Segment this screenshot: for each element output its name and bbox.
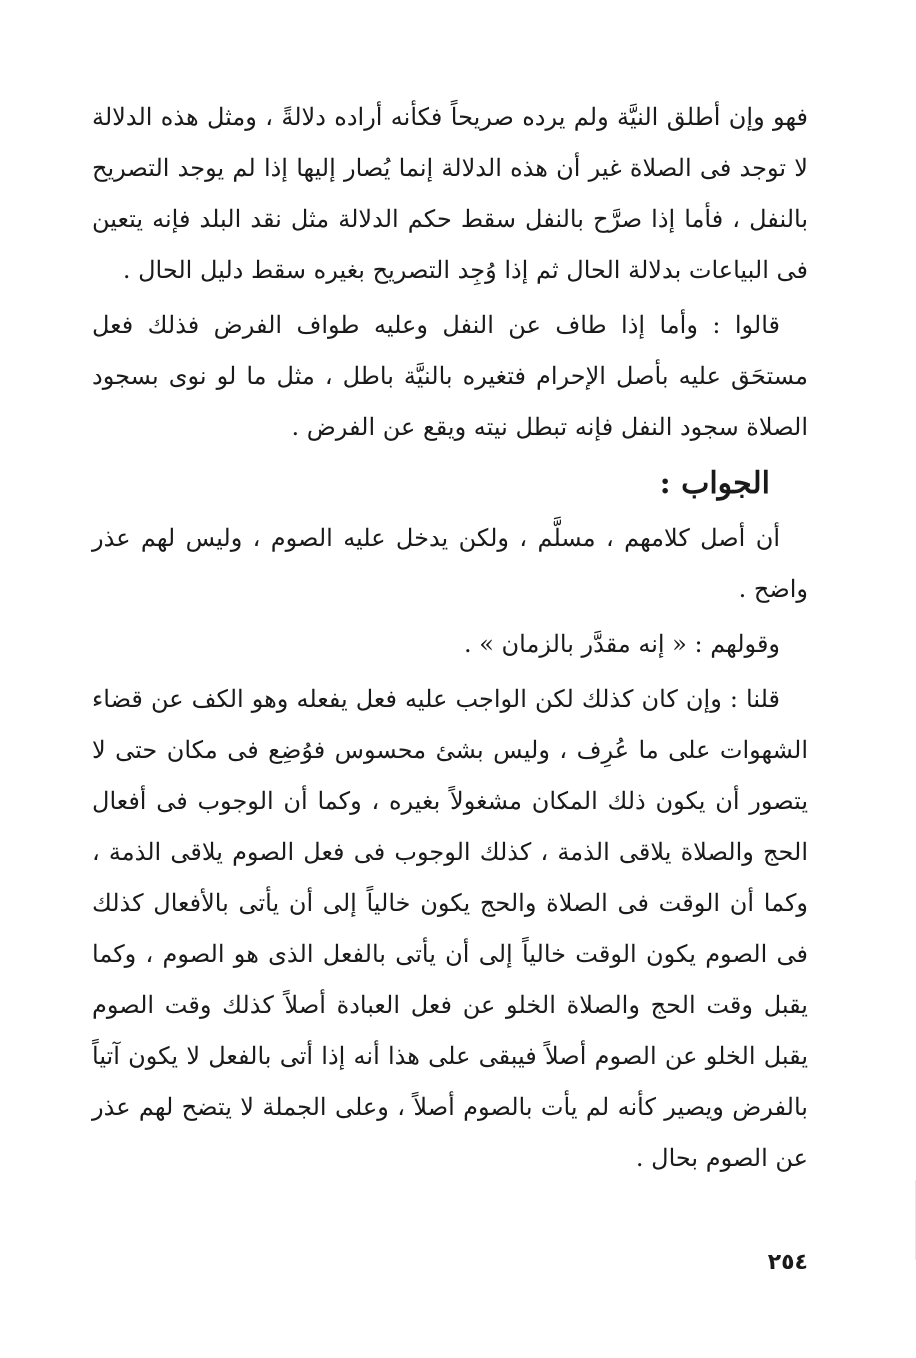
- paragraph-quote: وقولهم : « إنه مقدَّر بالزمان » .: [463, 630, 780, 658]
- paragraph-objection-tawaf: قالوا : وأما إذا طاف عن النفل وعليه طواف الفرض فذلك فعل مستحَق عليه بأصل الإحرام فتغيره بالنيَّة باطل ، مثل ما لو نوى بسجود الصلاة سجود النفل فإنه تبطل نيته ويقع عن الفرض .: [92, 311, 808, 441]
- paragraph-answer: أن أصل كلامهم ، مسلَّم ، ولكن يدخل عليه الصوم ، وليس لهم عذر واضح .: [92, 524, 808, 603]
- page-body: [92, 92, 808, 1184]
- page-number: ٢٥٤: [767, 1250, 808, 1275]
- section-heading-answer: الجواب :: [659, 466, 770, 501]
- paragraph-intention: فهو وإن أطلق النيَّة ولم يرده صريحاً فكأنه أراده دلالةً ، ومثل هذه الدلالة لا توجد فى الصلاة غير أن هذه الدلالة إنما يُصار إليها إذا لم يوجد التصريح بالنفل ، فأما إذا صرَّح بالنفل سقط حكم الدلالة مثل نقد البلد فإنه يتعين فى البياعات بدلالة الحال ثم إذا وُجِد التصريح بغيره سقط دليل الحال .: [92, 103, 808, 284]
- paragraph-reply: قلنا : وإن كان كذلك لكن الواجب عليه فعل يفعله وهو الكف عن قضاء الشهوات على ما عُرِف ، وليس بشئ محسوس فوُضِع فى مكان حتى لا يتصور أن يكون ذلك المكان مشغولاً بغيره ، وكما أن الوجوب فى أفعال الحج والصلاة يلاقى الذمة ، كذلك الوجوب فى فعل الصوم يلاقى الذمة ، وكما أن الوقت فى الصلاة والحج يكون خالياً إلى أن يأتى بالأفعال كذلك فى الصوم يكون الوقت خالياً إلى أن يأتى بالفعل الذى هو الصوم ، وكما يقبل وقت الحج والصلاة الخلو عن فعل العبادة أصلاً كذلك وقت الصوم يقبل الخلو عن الصوم أصلاً فيبقى على هذا أنه إذا أتى بالفعل لا يكون آتياً بالفرض ويصير كأنه لم يأت بالصوم أصلاً ، وعلى الجملة لا يتضح لهم عذر عن الصوم بحال .: [92, 685, 808, 1172]
